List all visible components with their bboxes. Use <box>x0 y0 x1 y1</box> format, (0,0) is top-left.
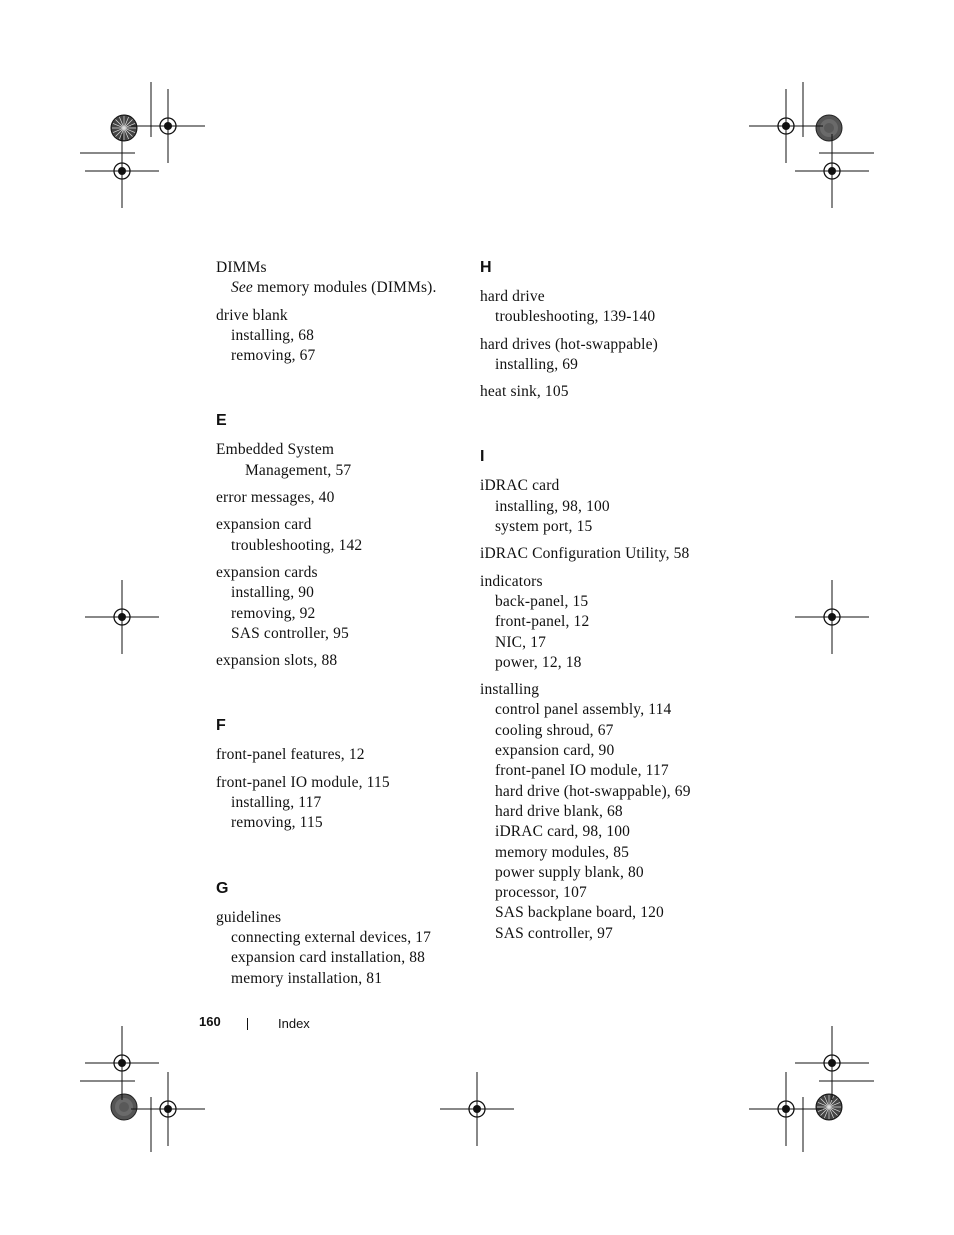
index-subentry: NIC, 17 <box>495 633 546 651</box>
index-entry <box>216 773 456 834</box>
index-term: expansion cards <box>216 563 318 581</box>
index-letter-heading: G <box>216 879 229 897</box>
color-bar-dot-bottom-left <box>111 1094 137 1120</box>
index-subentry: memory installation, 81 <box>231 969 383 987</box>
index-term: guidelines <box>216 908 282 926</box>
index-term: indicators <box>480 572 543 590</box>
registration-target <box>131 1072 205 1146</box>
index-subentry: memory modules, 85 <box>495 843 630 861</box>
index-subentry: front-panel, 12 <box>495 613 590 631</box>
registration-target <box>795 134 869 208</box>
index-term: iDRAC Configuration Utility, 58 <box>480 545 690 563</box>
index-letter-heading: F <box>216 717 226 735</box>
index-subentry: system port, 15 <box>495 518 593 536</box>
index-subentry: removing, 115 <box>231 814 323 832</box>
index-subentry: connecting external devices, 17 <box>231 928 432 946</box>
index-subentry: installing, 69 <box>495 355 579 373</box>
index-term: error messages, 40 <box>216 489 335 507</box>
index-term: heat sink, 105 <box>480 383 569 401</box>
index-column-left <box>216 258 456 996</box>
index-subentry: control panel assembly, 114 <box>495 701 672 719</box>
color-bar-dot-bottom-right <box>816 1094 842 1120</box>
index-subentry: expansion card installation, 88 <box>231 949 426 967</box>
index-subentry: power, 12, 18 <box>495 653 582 671</box>
index-subentry: SAS controller, 97 <box>495 924 613 942</box>
index-subentry: hard drive blank, 68 <box>495 802 623 820</box>
crop-marks-top-left <box>80 82 151 153</box>
registration-target <box>749 89 823 163</box>
index-term: drive blank <box>216 306 288 324</box>
index-subentry: iDRAC card, 98, 100 <box>495 823 631 841</box>
index-entry <box>480 382 740 402</box>
index-subentry: SAS backplane board, 120 <box>495 904 664 922</box>
index-subentry <box>216 278 456 298</box>
registration-target <box>795 580 869 654</box>
index-subentry: removing, 67 <box>231 347 316 365</box>
index-subentry: hard drive (hot-swappable), 69 <box>495 782 691 800</box>
index-letter-heading: E <box>216 412 227 430</box>
registration-target <box>440 1072 514 1146</box>
section-name: Index <box>278 1016 310 1031</box>
page-number: 160 <box>199 1014 221 1029</box>
index-subentry: installing, 68 <box>231 326 315 344</box>
footer-separator <box>247 1018 248 1030</box>
index-entry <box>216 515 456 556</box>
index-entry <box>480 544 740 564</box>
registration-target <box>131 89 205 163</box>
see-reference-label: See <box>231 279 253 297</box>
index-term: front-panel IO module, 115 <box>216 773 390 791</box>
index-subentry: front-panel IO module, 117 <box>495 762 669 780</box>
index-term: hard drive <box>480 288 545 305</box>
index-entry <box>480 335 740 376</box>
index-entry <box>480 287 740 328</box>
index-term: hard drives (hot-swappable) <box>480 335 658 353</box>
index-entry <box>216 745 456 765</box>
registration-target <box>85 580 159 654</box>
index-subentry: processor, 107 <box>495 884 587 902</box>
registration-target <box>85 134 159 208</box>
index-subentry: troubleshooting, 139-140 <box>495 308 656 326</box>
index-term-continuation: Management, 57 <box>245 461 352 479</box>
index-subentry: installing, 98, 100 <box>495 497 610 515</box>
index-subentry: back-panel, 15 <box>495 592 589 610</box>
index-subentry: installing, 117 <box>231 794 322 812</box>
index-subentry: removing, 92 <box>231 604 316 622</box>
index-subentry: power supply blank, 80 <box>495 863 644 881</box>
registration-target <box>749 1072 823 1146</box>
index-entry <box>480 680 740 944</box>
index-letter-heading: H <box>480 259 492 276</box>
index-column-right <box>480 258 740 951</box>
registration-target <box>85 1026 159 1100</box>
registration-target <box>795 1026 869 1100</box>
crop-marks-top-right <box>803 82 874 153</box>
index-term: DIMMs <box>216 259 267 276</box>
index-entry <box>216 563 456 644</box>
index-entry <box>216 488 456 508</box>
index-term: expansion card <box>216 516 312 534</box>
index-entry <box>480 476 740 537</box>
index-letter-heading: I <box>480 448 485 466</box>
index-entry <box>216 651 456 671</box>
index-term: front-panel features, 12 <box>216 746 365 764</box>
color-bar-dot-top-right <box>816 115 842 141</box>
index-entry <box>216 908 456 989</box>
index-term: Embedded System <box>216 441 335 459</box>
index-term: installing <box>480 681 540 699</box>
index-entry <box>216 258 456 299</box>
index-subentry: expansion card, 90 <box>495 742 615 760</box>
index-subentry: troubleshooting, 142 <box>231 536 363 554</box>
index-entry <box>216 306 456 367</box>
index-term: iDRAC card <box>480 477 560 495</box>
index-term: expansion slots, 88 <box>216 652 338 670</box>
index-subentry: cooling shroud, 67 <box>495 721 614 739</box>
index-entry <box>216 440 456 481</box>
index-entry <box>480 572 740 673</box>
see-reference-target: memory modules (DIMMs). <box>252 279 437 297</box>
color-bar-dot-top-left <box>111 115 137 141</box>
index-subentry: SAS controller, 95 <box>231 624 349 642</box>
index-subentry: installing, 90 <box>231 584 315 602</box>
